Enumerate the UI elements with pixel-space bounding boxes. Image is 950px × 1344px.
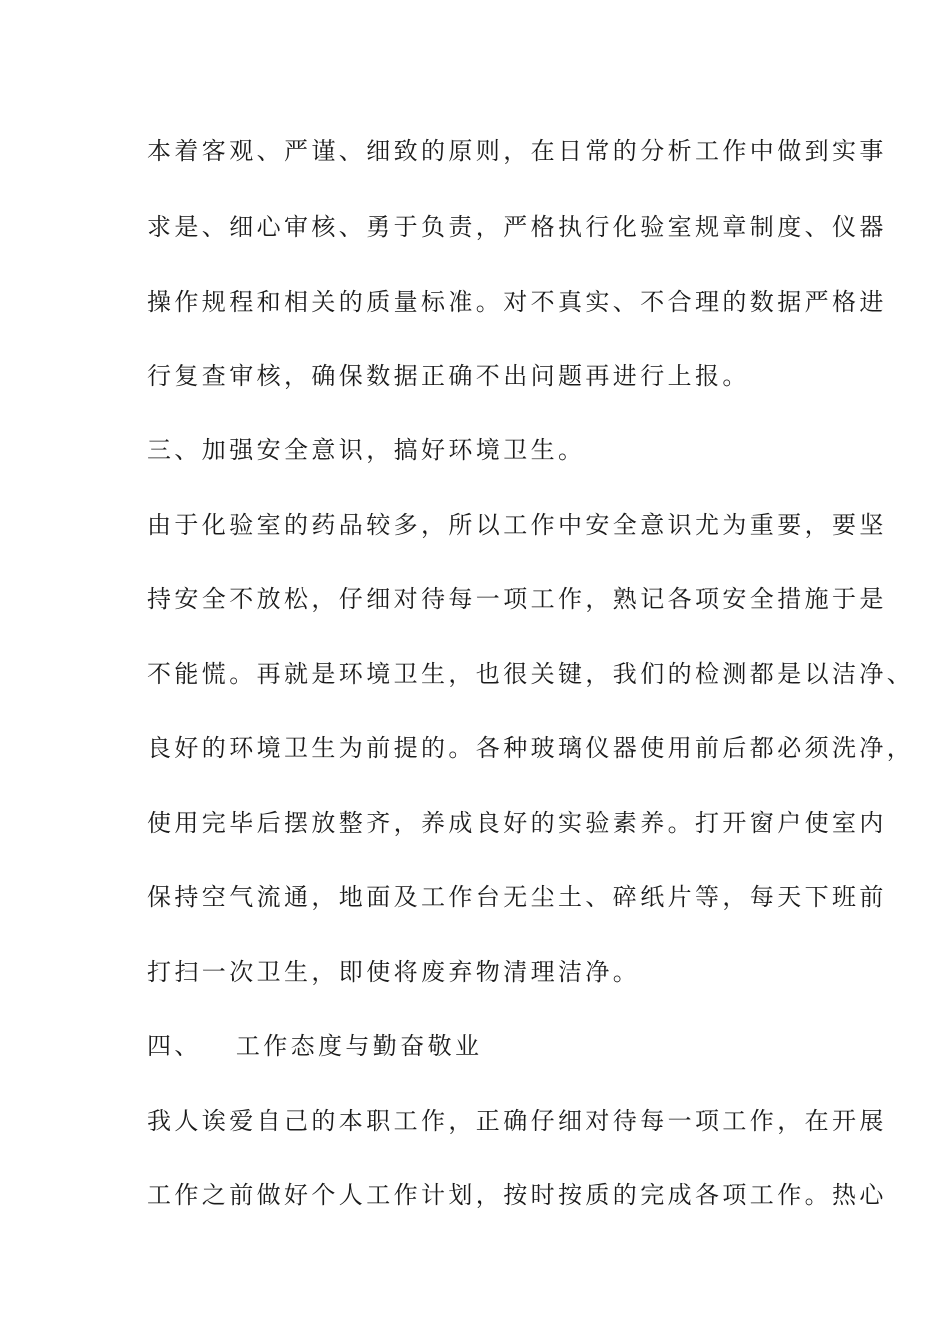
section-heading-3: 三、加强安全意识，搞好环境卫生。 xyxy=(147,436,586,464)
paragraph-line: 求是、细心审核、勇于负责，严格执行化验室规章制度、仪器 xyxy=(147,213,887,241)
paragraph-line: 持安全不放松，仔细对待每一项工作，熟记各项安全措施于是 xyxy=(147,585,887,613)
paragraph-line: 由于化验室的药品较多，所以工作中安全意识尤为重要，要坚 xyxy=(147,511,887,539)
paragraph-line: 行复查审核，确保数据正确不出问题再进行上报。 xyxy=(147,362,750,390)
paragraph-line: 使用完毕后摆放整齐，养成良好的实验素养。打开窗户使室内 xyxy=(147,809,887,837)
section-heading-4 xyxy=(147,1029,827,1063)
heading-title: 工作态度与勤奋敬业 xyxy=(235,1032,483,1060)
paragraph-line: 保持空气流通，地面及工作台无尘土、碎纸片等，每天下班前 xyxy=(147,883,887,911)
paragraph-line: 打扫一次卫生，即使将废弃物清理洁净。 xyxy=(147,958,641,986)
paragraph-line: 本着客观、严谨、细致的原则，在日常的分析工作中做到实事 xyxy=(147,137,887,165)
paragraph-line: 工作之前做好个人工作计划，按时按质的完成各项工作。热心 xyxy=(147,1181,887,1209)
paragraph-line: 不能慌。再就是环境卫生，也很关键，我们的检测都是以洁净、 xyxy=(147,660,915,688)
heading-number: 四、 xyxy=(147,1032,202,1060)
paragraph-line: 我人诶爱自己的本职工作，正确仔细对待每一项工作，在开展 xyxy=(147,1107,887,1135)
paragraph-line: 良好的环境卫生为前提的。各种玻璃仪器使用前后都必须洗净， xyxy=(147,734,915,762)
paragraph-line: 操作规程和相关的质量标准。对不真实、不合理的数据严格进 xyxy=(147,288,887,316)
